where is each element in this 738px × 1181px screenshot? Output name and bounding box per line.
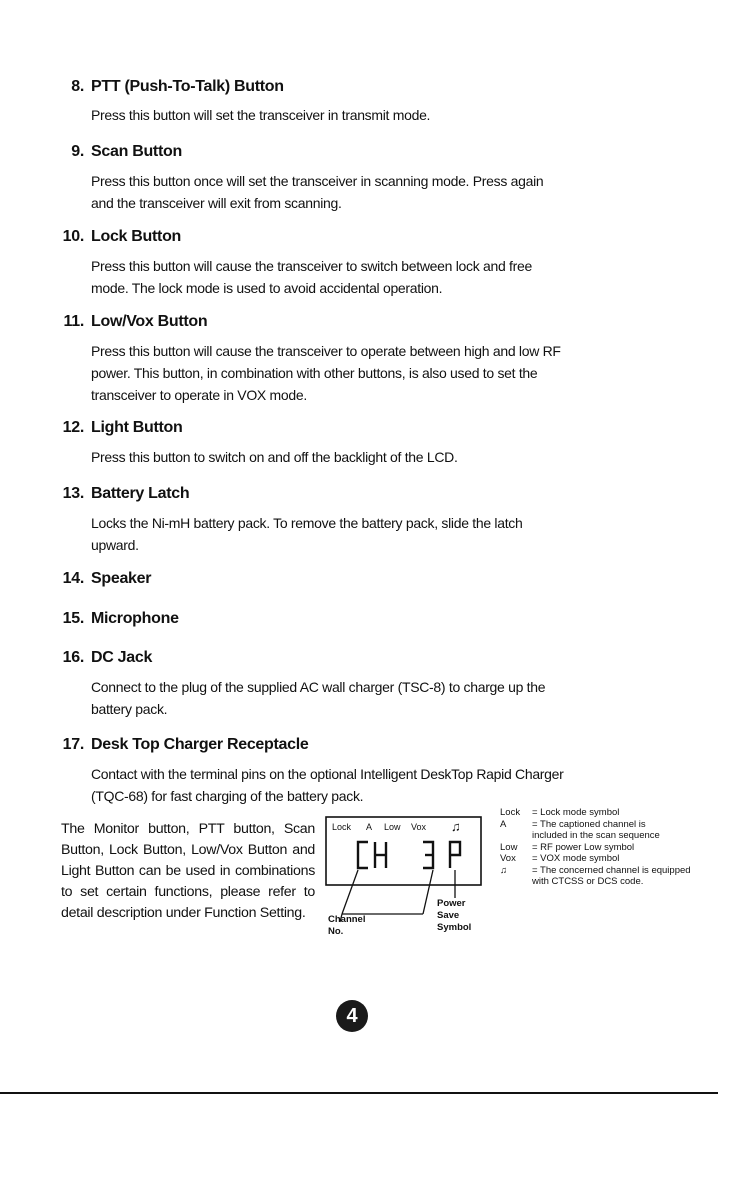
section-number: 11. <box>63 313 84 330</box>
legend-row <box>500 807 732 819</box>
section-body <box>91 446 621 468</box>
lcd-ctcss-icon: ♫ <box>451 819 461 834</box>
section-number: 13. <box>62 485 84 502</box>
section-title: Desk Top Charger Receptacle <box>91 736 309 753</box>
section-title: Lock Button <box>91 228 182 245</box>
body-line: battery pack. <box>91 701 168 717</box>
body-line: Press this button to switch on and off the backlight of the LCD. <box>91 449 458 465</box>
power-save-label-line1: Power <box>437 898 466 909</box>
section-title: DC Jack <box>91 649 153 666</box>
body-line: and the transceiver will exit from scanning. <box>91 195 342 211</box>
body-line: (TQC-68) for fast charging of the battery pack. <box>91 788 364 804</box>
section-number: 12. <box>62 419 84 436</box>
monitor-combination-note: The Monitor button, PTT button, Scan Button, Lock Button, Low/Vox Button and Light Button can be used in combinations to set certain functions, please refer to detail description under Function Setting. <box>61 821 315 921</box>
footer-divider <box>0 1092 718 1094</box>
lcd-vox-label: Vox <box>411 822 427 832</box>
lcd-lock-label: Lock <box>332 822 352 832</box>
legend-row <box>500 842 732 854</box>
body-line: Contact with the terminal pins on the optional Intelligent DeskTop Rapid Charger <box>91 766 564 782</box>
body-line: Press this button will cause the transceiver to switch between lock and free <box>91 258 532 274</box>
legend-value: = Lock mode symbol <box>532 807 620 818</box>
section-body <box>91 255 621 299</box>
body-line: Press this button will set the transceiver in transmit mode. <box>91 107 431 123</box>
legend-key: Vox <box>500 853 516 864</box>
page-number-badge: 4 <box>336 1000 368 1032</box>
legend-value: = VOX mode symbol <box>532 853 620 864</box>
section-body <box>91 104 621 126</box>
legend-value: = The concerned channel is equipped with CTCSS or DCS code. <box>532 864 691 887</box>
ctcss-legend-icon: ♫ <box>500 864 508 876</box>
body-line: Connect to the plug of the supplied AC wall charger (TSC-8) to charge up the <box>91 679 546 695</box>
section-title: Low/Vox Button <box>91 313 208 330</box>
channel-label-line1: Channel <box>328 914 366 925</box>
section-number: 8. <box>71 78 84 95</box>
section-title: Microphone <box>91 610 179 627</box>
legend-key: Low <box>500 841 518 853</box>
section-body <box>91 170 621 214</box>
body-line: Locks the Ni-mH battery pack. To remove the battery pack, slide the latch <box>91 515 523 531</box>
section-title: Light Button <box>91 419 183 436</box>
channel-label-line2: No. <box>328 926 344 937</box>
section-number: 10. <box>62 228 84 245</box>
body-line: mode. The lock mode is used to avoid accidental operation. <box>91 280 443 296</box>
lcd-diagram <box>320 810 490 945</box>
section-number: 9. <box>71 143 84 160</box>
legend-key: A <box>500 818 507 830</box>
section-body <box>91 512 621 556</box>
section-number: 14. <box>62 570 84 587</box>
body-line: transceiver to operate in VOX mode. <box>91 387 307 403</box>
power-save-label-line2: Save <box>437 910 460 921</box>
legend-value: = The captioned channel is included in the scan sequence <box>532 818 660 841</box>
power-save-label-line3: Symbol <box>437 922 472 933</box>
lcd-symbol-legend <box>500 807 732 888</box>
body-line: upward. <box>91 537 139 553</box>
section-body <box>91 763 621 807</box>
lcd-a-label: A <box>366 822 373 832</box>
legend-row <box>500 853 732 865</box>
section-number: 17. <box>62 736 84 753</box>
lcd-low-label: Low <box>384 822 401 832</box>
body-line: Press this button will cause the transceiver to operate between high and low RF <box>91 343 561 359</box>
legend-key: Lock <box>500 807 521 818</box>
body-line: Press this button once will set the transceiver in scanning mode. Press again <box>91 173 544 189</box>
legend-row <box>500 819 732 842</box>
legend-value: = RF power Low symbol <box>532 841 635 853</box>
section-number: 15. <box>62 610 84 627</box>
body-line: power. This button, in combination with other buttons, is also used to set the <box>91 365 538 381</box>
section-number: 16. <box>62 649 84 666</box>
section-title: Battery Latch <box>91 485 190 502</box>
section-title: PTT (Push-To-Talk) Button <box>91 78 284 95</box>
legend-row <box>500 865 732 888</box>
section-title: Scan Button <box>91 143 182 160</box>
section-body <box>91 676 621 720</box>
section-title: Speaker <box>91 570 152 587</box>
section-body <box>91 340 621 406</box>
